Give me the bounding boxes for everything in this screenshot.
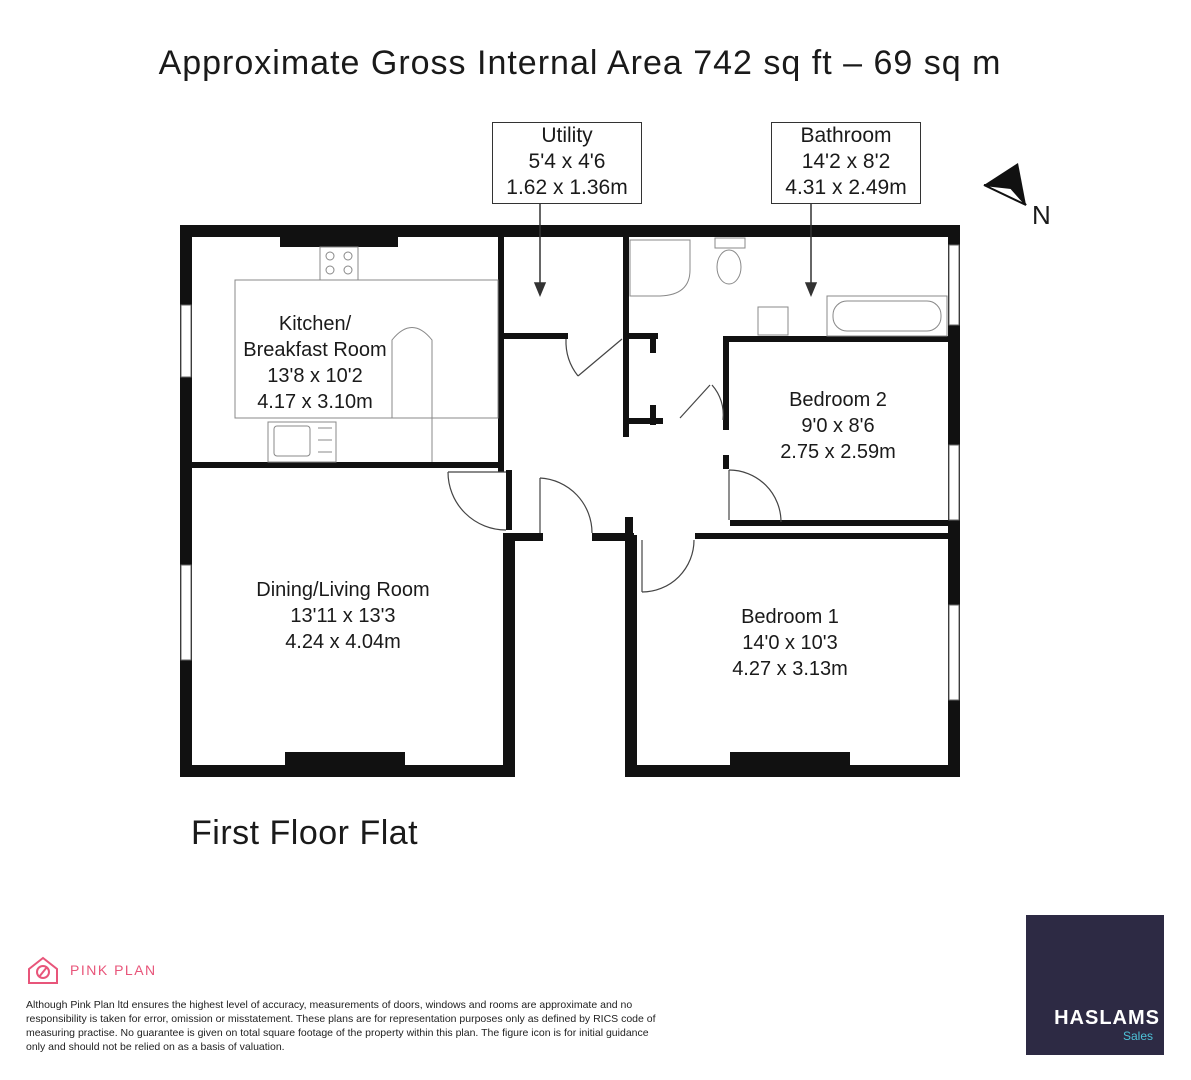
haslams-sub: Sales [1122, 1029, 1153, 1043]
dining-metric: 4.24 x 4.04m [285, 631, 401, 653]
dining-imperial: 13'11 x 13'3 [290, 605, 396, 627]
bedroom2-imperial: 9'0 x 8'6 [801, 415, 875, 437]
bedroom2-name: Bedroom 2 [789, 389, 887, 411]
bathroom-metric: 4.31 x 2.49m [785, 176, 907, 199]
pink-plan-logo-icon [26, 955, 60, 985]
kitchen-imperial: 13'8 x 10'2 [267, 365, 363, 387]
haslams-name: HASLAMS [1054, 1007, 1160, 1029]
haslams-logo [1026, 915, 1164, 1055]
bathroom-fittings [630, 238, 947, 336]
bedroom1-name: Bedroom 1 [741, 606, 839, 628]
bathroom-callout [771, 122, 921, 204]
dining-name: Dining/Living Room [256, 579, 430, 601]
bathroom-imperial: 14'2 x 8'2 [801, 150, 891, 173]
utility-name: Utility [541, 124, 593, 147]
utility-metric: 1.62 x 1.36m [506, 176, 628, 199]
bedroom1-label [705, 604, 875, 682]
bedroom1-imperial: 14'0 x 10'3 [742, 632, 838, 654]
bedroom2-metric: 2.75 x 2.59m [780, 441, 896, 463]
callout-pointers [535, 204, 816, 295]
walls [180, 225, 960, 777]
floor-label: First Floor Flat [191, 814, 419, 852]
plan-title: Approximate Gross Internal Area 742 sq ft – 69 sq m [158, 44, 1002, 82]
bathroom-name: Bathroom [800, 124, 892, 147]
kitchen-label [240, 311, 390, 415]
utility-imperial: 5'4 x 4'6 [528, 150, 606, 173]
kitchen-name-line2: Breakfast Room [243, 339, 387, 361]
north-letter: N [1032, 200, 1051, 230]
bedroom2-label [758, 387, 918, 465]
kitchen-metric: 4.17 x 3.10m [257, 391, 373, 413]
north-arrow-icon [984, 163, 1026, 205]
bedroom1-metric: 4.27 x 3.13m [732, 658, 848, 680]
dining-label [228, 577, 458, 655]
pink-plan-name: PINK PLAN [70, 962, 157, 978]
disclaimer-text: Although Pink Plan ltd ensures the highest level of accuracy, measurements of doors, windows and rooms are approximate and no responsibility is taken for error, omission or misstatement. These plans are for representation purposes only as defined by RICS code of measuring practise. No guarantee is given on total square footage of the property within this plan. The figure icon is for initial guidance only and should not be relied on as a basis of valuation. [26, 999, 656, 1053]
kitchen-name-line1: Kitchen/ [278, 313, 352, 335]
utility-callout [492, 122, 642, 204]
